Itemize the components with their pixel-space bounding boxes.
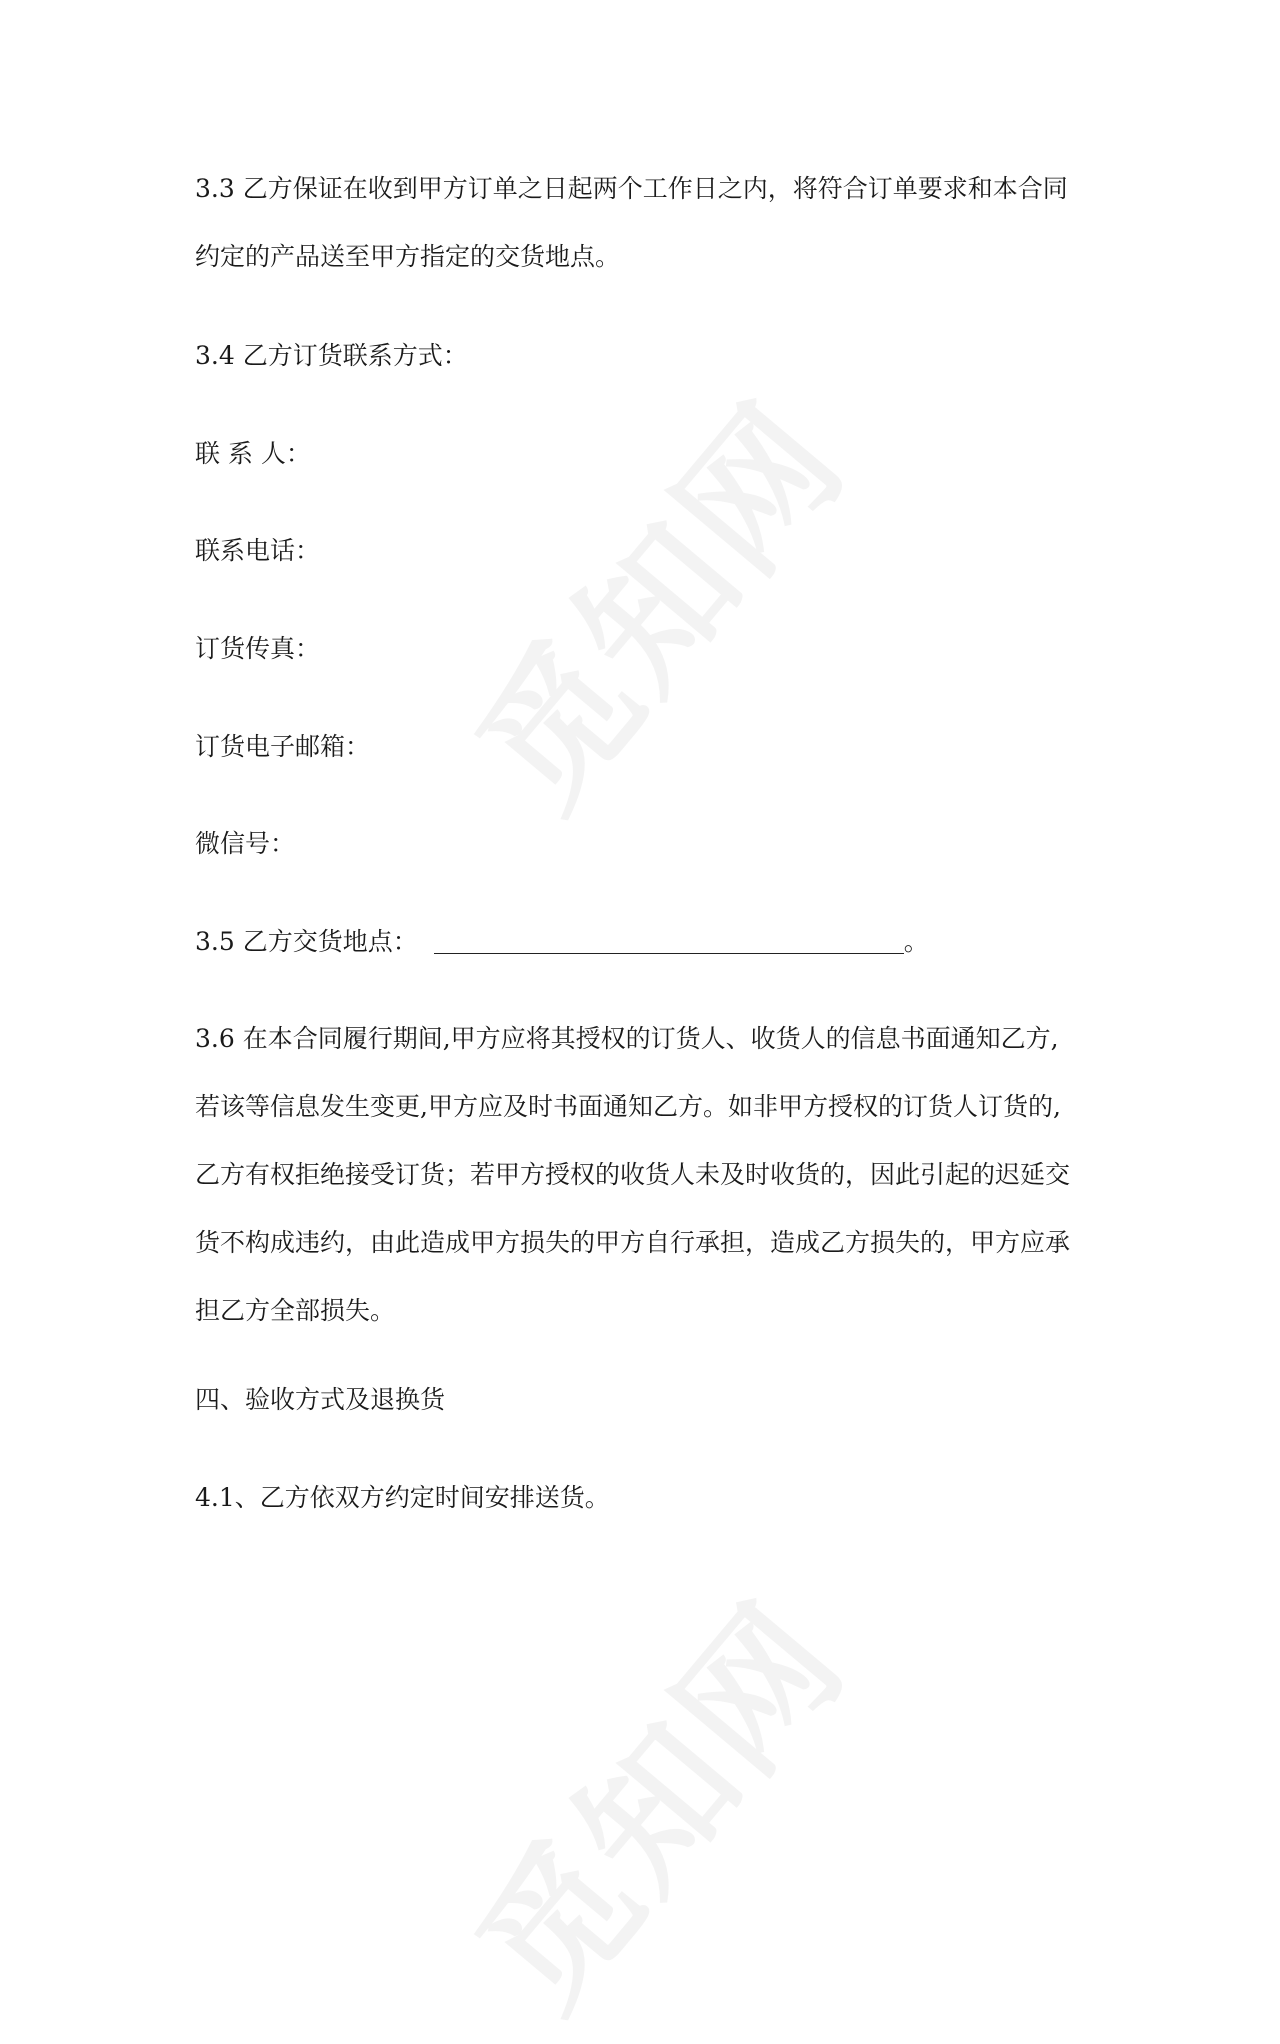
wechat-field: 微信号： [195, 829, 296, 858]
contact-person-field: 联 系 人： [195, 439, 311, 468]
clause-4-1: 4.1、乙方依双方约定时间安排送货。 [195, 1483, 610, 1512]
clause-3-6-line-3: 乙方有权拒绝接受订货；若甲方授权的收货人未及时收货的，因此引起的迟延交 [195, 1160, 1071, 1189]
section-4-heading: 四、验收方式及退换货 [195, 1385, 446, 1414]
delivery-location-blank [434, 933, 904, 954]
clause-3-6-line-1: 3.6 在本合同履行期间,甲方应将其授权的订货人、收货人的信息书面通知乙方, [195, 1024, 1059, 1053]
clause-3-6-line-2: 若该等信息发生变更,甲方应及时书面通知乙方。如非甲方授权的订货人订货的, [195, 1092, 1061, 1121]
watermark-bottom: 觅知网 [446, 1574, 877, 2040]
clause-3-6 [195, 1005, 1095, 1345]
watermark-top: 觅知网 [446, 374, 877, 840]
order-email-field: 订货电子邮箱： [195, 732, 371, 761]
clause-3-5-end: 。 [903, 927, 929, 956]
clause-3-6-line-4: 货不构成违约，由此造成甲方损失的甲方自行承担，造成乙方损失的，甲方应承 [195, 1228, 1071, 1257]
clause-3-5 [195, 908, 1095, 976]
clause-3-5-label: 3.5 乙方交货地点： [195, 927, 418, 956]
clause-3-3-line-1: 3.3 乙方保证在收到甲方订单之日起两个工作日之内，将符合订单要求和本合同 [195, 174, 1068, 203]
clause-3-6-line-5: 担乙方全部损失。 [195, 1296, 396, 1325]
clause-3-3 [195, 155, 1095, 291]
order-fax-field: 订货传真： [195, 634, 321, 663]
contact-phone-field: 联系电话： [195, 536, 321, 565]
clause-3-4: 3.4 乙方订货联系方式： [195, 341, 468, 370]
clause-3-3-line-2: 约定的产品送至甲方指定的交货地点。 [195, 242, 621, 271]
